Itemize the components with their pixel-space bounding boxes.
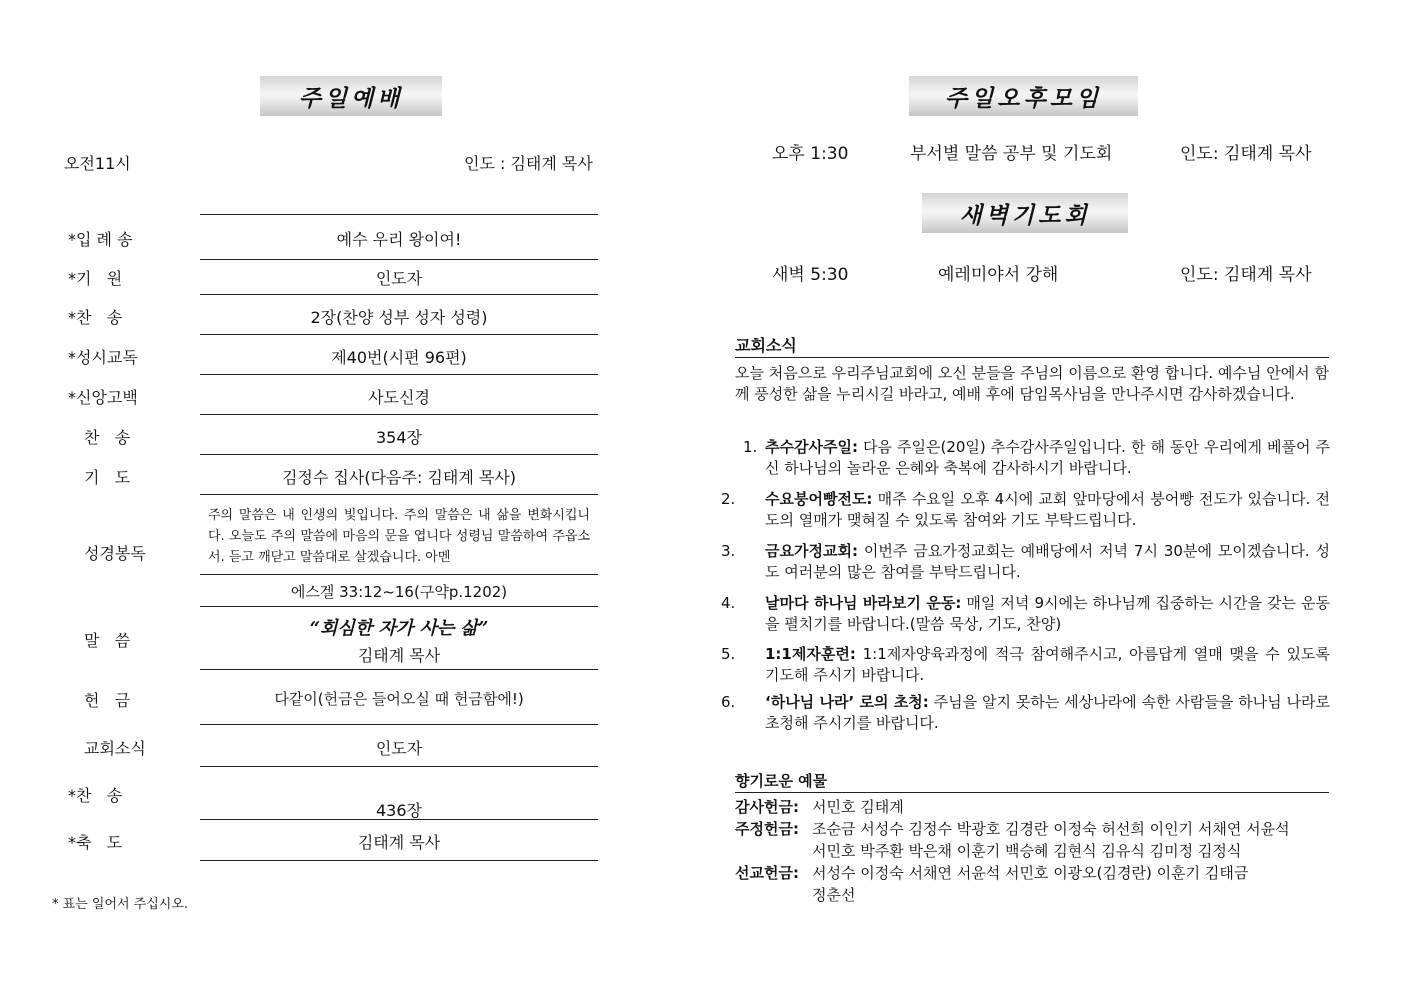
afternoon-time: 오후 1:30 (772, 144, 849, 164)
offering-row-thanks (735, 796, 904, 818)
order-rule (200, 724, 598, 725)
news-item-number: 4. (721, 594, 736, 612)
news-item-number: 5. (721, 645, 736, 663)
news-title: 교회소식 (735, 333, 1329, 358)
order-value-creed: 사도신경 (368, 388, 430, 407)
order-rule (200, 334, 598, 335)
afternoon-banner: 주일오후모임 (909, 76, 1138, 116)
news-item-text: 주님을 알지 못하는 세상나라에 속한 사람들을 하나님 나라로 초청해 주시기를 바랍니다. (765, 693, 1330, 732)
order-label-entrance: *입 례 송 (68, 230, 133, 249)
news-item-3 (721, 541, 1330, 583)
offering-key: 선교헌금: (735, 864, 799, 882)
order-label-benediction: *축 도 (68, 833, 123, 852)
offering-row-weekly-cont (812, 840, 1241, 862)
order-rule (200, 259, 598, 260)
news-item-text: 이번주 금요가정교회는 예배당에서 저녁 7시 30분에 모이겠습니다. 성도 여러분의 많은 참여를 부탁드립니다. (765, 542, 1330, 581)
order-label-invocation: *기 원 (68, 269, 123, 288)
order-label-scripture: 성경봉독 (84, 544, 146, 563)
sermon-title: “회심한 자가 사는 삶” (309, 618, 489, 639)
news-item-head: ‘하나님 나라’ 로의 초청: (765, 693, 929, 711)
order-rule (200, 574, 598, 575)
order-value-invocation: 인도자 (375, 269, 423, 288)
news-item-number: 3. (721, 542, 736, 560)
order-value-offering: 다같이(헌금은 들어오실 때 헌금함에!) (274, 690, 524, 708)
news-item-head: 수요붕어빵전도: (765, 490, 873, 508)
offering-row-mission (735, 862, 1248, 884)
order-value-responsive: 제40번(시편 96편) (331, 348, 467, 367)
offering-title: 향기로운 예물 (735, 770, 1329, 793)
order-value-news: 인도자 (375, 739, 423, 758)
order-label-hymn-3: *찬 송 (68, 786, 123, 805)
order-value-hymn-3: 436장 (376, 801, 422, 820)
order-rule (200, 860, 598, 861)
news-intro: 오늘 처음으로 우리주님교회에 오신 분들을 주님의 이름으로 환영 합니다. 예수님 안에서 함께 풍성한 삶을 누리시길 바라고, 예배 후에 담임목사님을 만나주시면 감사하겠습니다. (735, 364, 1329, 403)
news-item-text: 다음 주일은(20일) 추수감사주일입니다. 한 해 동안 우리에게 베풀어 주신 하나님의 놀라운 은혜와 축복에 감사하시기 바랍니다. (765, 438, 1330, 477)
order-value-benediction: 김태계 목사 (357, 833, 441, 852)
worship-time: 오전11시 (64, 154, 131, 173)
news-item-head: 추수감사주일: (765, 438, 858, 456)
dawn-time: 새벽 5:30 (772, 265, 849, 285)
order-rule (200, 606, 598, 607)
offering-names: 조순금 서성수 김정수 박광호 김경란 이정숙 허선희 이인기 서채연 서윤석 (812, 820, 1290, 838)
offering-row-weekly (735, 818, 1290, 840)
order-label-hymn-1: *찬 송 (68, 308, 123, 327)
news-item-text: 1:1제자양육과정에 적극 참여해주시고, 아름답게 열매 맺을 수 있도록 기도해 주시기 바랍니다. (765, 645, 1330, 684)
news-item-2 (721, 489, 1330, 531)
order-rule (200, 454, 598, 455)
news-item-head: 날마다 하나님 바라보기 운동: (765, 594, 962, 612)
offering-key: 감사헌금: (735, 798, 799, 816)
order-value-hymn-2: 354장 (376, 428, 422, 447)
news-item-text: 매일 저녁 9시에는 하나님께 집중하는 시간을 갖는 운동을 펼치기를 바랍니다.(말씀 묵상, 기도, 찬양) (765, 594, 1330, 633)
news-item-text: 매주 수요일 오후 4시에 교회 앞마당에서 붕어빵 전도가 있습니다. 전도의 열매가 맺혀질 수 있도록 참여와 기도 부탁드립니다. (765, 490, 1330, 529)
afternoon-desc: 부서별 말씀 공부 및 기도회 (910, 144, 1113, 164)
news-item-number: 2. (721, 490, 736, 508)
order-rule (200, 294, 598, 295)
order-label-news: 교회소식 (84, 739, 146, 758)
offering-names: 서민호 박주환 박은채 이훈기 백승혜 김현식 김유식 김미정 김정식 (812, 842, 1242, 860)
standing-footnote: * 표는 일어서 주십시오. (52, 897, 189, 912)
order-label-sermon: 말 씀 (84, 631, 131, 650)
offering-row-mission-cont (812, 884, 855, 906)
news-item-4 (721, 593, 1330, 635)
offering-key: 주정헌금: (735, 820, 799, 838)
offering-names: 서성수 이정숙 서채연 서윤석 서민호 이광오(김경란) 이훈기 김태금 (812, 864, 1249, 882)
offering-names: 서민호 김태계 (812, 798, 904, 816)
news-item-head: 1:1제자훈련: (765, 645, 856, 663)
worship-leader: 인도 : 김태계 목사 (464, 154, 593, 173)
order-rule (200, 214, 598, 215)
worship-banner: 주일예배 (260, 76, 442, 116)
order-label-responsive: *성시교독 (68, 348, 138, 367)
order-label-prayer: 기 도 (84, 468, 131, 487)
order-rule (200, 766, 598, 767)
dawn-banner: 새벽기도회 (922, 193, 1128, 233)
news-item-number: 6. (721, 693, 736, 711)
offering-names: 정춘선 (812, 886, 856, 904)
order-rule (200, 494, 598, 495)
order-value-scripture-ref: 에스겔 33:12~16(구약p.1202) (290, 583, 508, 601)
sermon-preacher: 김태계 목사 (357, 646, 441, 665)
news-item-1 (743, 437, 1330, 479)
order-value-hymn-1: 2장(찬양 성부 성자 성령) (310, 308, 488, 327)
afternoon-leader: 인도: 김태계 목사 (1180, 144, 1312, 164)
dawn-leader: 인도: 김태계 목사 (1180, 265, 1312, 285)
order-value-scripture-prayer: 주의 말씀은 내 인생의 빛입니다. 주의 말씀은 내 삶을 변화시킵니다. 오늘도 주의 말씀에 마음의 문을 엽니다 성령님 말씀하여 주옵소서. 듣고 깨닫고 말씀대로 살겠습니다. 아멘 (208, 508, 590, 565)
order-rule (200, 414, 598, 415)
news-item-5 (721, 644, 1330, 686)
order-rule (200, 669, 598, 670)
order-value-entrance: 예수 우리 왕이여! (336, 230, 462, 249)
order-label-offering: 헌 금 (84, 691, 131, 710)
news-item-6 (721, 692, 1330, 734)
order-value-prayer: 김정수 집사(다음주: 김태계 목사) (281, 468, 517, 487)
dawn-desc: 예레미야서 강해 (938, 265, 1059, 285)
order-label-creed: *신앙고백 (68, 388, 138, 407)
order-label-hymn-2: 찬 송 (84, 428, 131, 447)
news-item-head: 금요가정교회: (765, 542, 858, 560)
order-rule (200, 374, 598, 375)
news-item-number: 1. (743, 438, 758, 456)
